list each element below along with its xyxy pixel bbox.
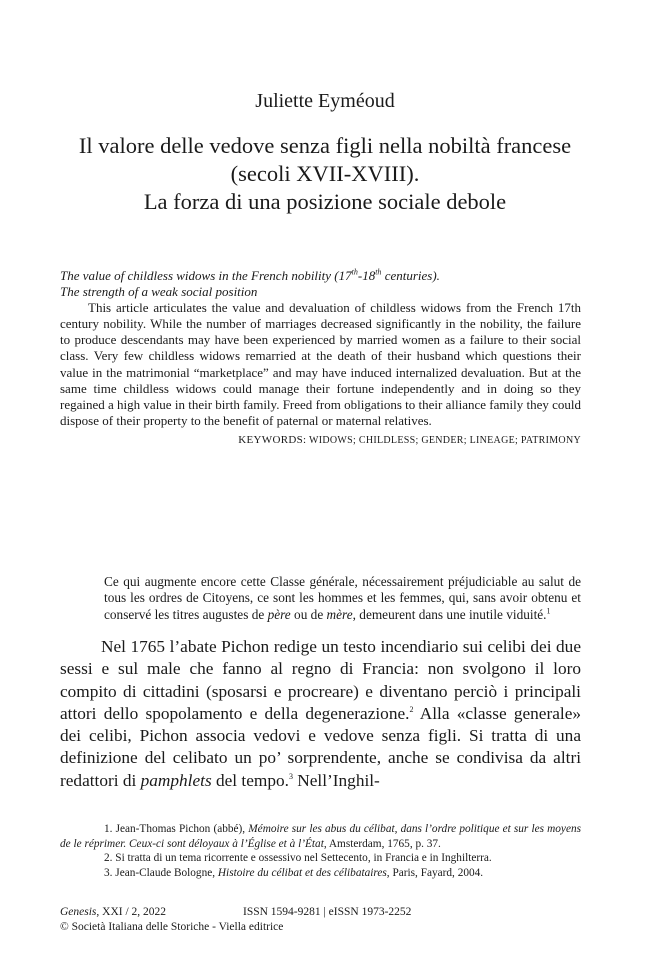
footnote-text: , Paris, Fayard, 2004. bbox=[386, 866, 484, 879]
epigraph-text: ou de bbox=[290, 606, 327, 622]
epigraph-text: Ce qui augmente encore cette Classe générale, nécessairement préjudiciable au salut de tous les ordres de Citoyens, ce sont les hommes et les femmes, qui, sans avoir obtenu et conservé les titres augustes de bbox=[104, 574, 581, 622]
abstract-title-sup: th bbox=[351, 267, 358, 277]
issn: ISSN 1594-9281 | eISSN 1973-2252 bbox=[243, 906, 412, 918]
footnote-text: 1. Jean-Thomas Pichon (abbé), bbox=[104, 823, 249, 835]
epigraph-quote bbox=[104, 574, 581, 623]
abstract bbox=[60, 268, 581, 449]
keywords-label: KEYWORDS: bbox=[238, 433, 307, 446]
footnote-1 bbox=[60, 822, 581, 851]
issue-info: , XXI / 2, 2022 bbox=[96, 906, 167, 918]
body-paragraph bbox=[60, 636, 581, 792]
epigraph-italic: père bbox=[267, 606, 291, 622]
journal-name: Genesis bbox=[60, 906, 97, 918]
abstract-body: This article articulates the value and devaluation of childless widows from the French 17th century nobility. While the number of marriages decreased significantly in the nobility, the failure to produce descendants may have been experienced by married women as a failure to their social class. Very few childless widows remarried at the death of their husband which questions their value in the matrimonial “marketplace” and may have induced internalized devaluation. But at the same time childless widows could manage their fortune independently and in doing so they regained a high value in their birth family. Freed from obligations to their alliance family they could dispose of their property to the benefit of paternal or maternal relatives. bbox=[60, 300, 581, 428]
abstract-title-part: The value of childless widows in the French nobility (17 bbox=[60, 268, 352, 283]
footnote-text: 3. Jean-Claude Bologne, bbox=[104, 866, 218, 879]
footnote-ref-1[interactable]: 1 bbox=[546, 606, 551, 616]
title-line-1: Il valore delle vedove senza figli nella nobiltà francese bbox=[78, 133, 572, 158]
body-text-run: Nel 1765 l’abate Pichon redige un testo incendiario sui celibi dei due sessi e sul male che fanno al regno di Francia: non svolgono il loro compito di cittadini (sposarsi e procreare) e diventano perciò i principali attori dello spopolamento e della degenerazione. bbox=[60, 637, 581, 723]
page-footer bbox=[60, 905, 581, 935]
footnote-2: 2. Si tratta di un tema ricorrente e ossessivo nel Settecento, in Francia e in Inghilterra. bbox=[104, 852, 492, 865]
epigraph-italic: mère bbox=[326, 606, 353, 622]
abstract-title-part: centuries). bbox=[381, 268, 440, 283]
abstract-title-part: -18 bbox=[357, 268, 376, 283]
epigraph-text: , demeurent dans une inutile viduité. bbox=[352, 606, 547, 622]
footnote-italic: Histoire du célibat et des célibataires bbox=[217, 866, 387, 879]
footnote-ref-2[interactable]: 2 bbox=[409, 705, 414, 715]
body-text-run: Nell’Inghil- bbox=[292, 770, 380, 790]
copyright: © Società Italiana delle Storiche - Viella editrice bbox=[60, 921, 284, 933]
footnote-text: , Amsterdam, 1765, p. 37. bbox=[323, 837, 441, 850]
footnotes bbox=[60, 822, 581, 880]
body-text-run: Alla «classe generale» dei celibi, Pichon associa vedovi e vedove senza figli. Si tratta di una definizione del celibato un po’ sorprendente, anche se condivisa da altri redattori di bbox=[60, 703, 582, 790]
footnote-italic: Mémoire sur les abus du célibat, dans l’ordre politique et sur les moyens de le réprimer. Ceux-ci sont déloyaux à l’Église et à l’État bbox=[60, 823, 582, 850]
body-text bbox=[60, 636, 581, 792]
article-title bbox=[40, 132, 610, 216]
title-line-3: La forza di una posizione sociale debole bbox=[143, 189, 507, 214]
abstract-title-sup: th bbox=[375, 267, 382, 277]
body-text-run: del tempo. bbox=[211, 770, 289, 790]
author-name: Juliette Eyméoud bbox=[255, 90, 395, 112]
footnote-3 bbox=[60, 866, 581, 881]
keywords bbox=[60, 432, 581, 449]
keywords-list: WIDOWS; CHILDLESS; GENDER; LINEAGE; PATRIMONY bbox=[308, 434, 581, 446]
body-italic: pamphlets bbox=[140, 770, 212, 790]
abstract-english-subtitle: The strength of a weak social position bbox=[60, 284, 258, 300]
footnote-ref-3[interactable]: 3 bbox=[288, 772, 293, 782]
title-line-2: (secoli XVII-XVIII). bbox=[230, 161, 420, 186]
abstract-english-title bbox=[60, 268, 581, 284]
